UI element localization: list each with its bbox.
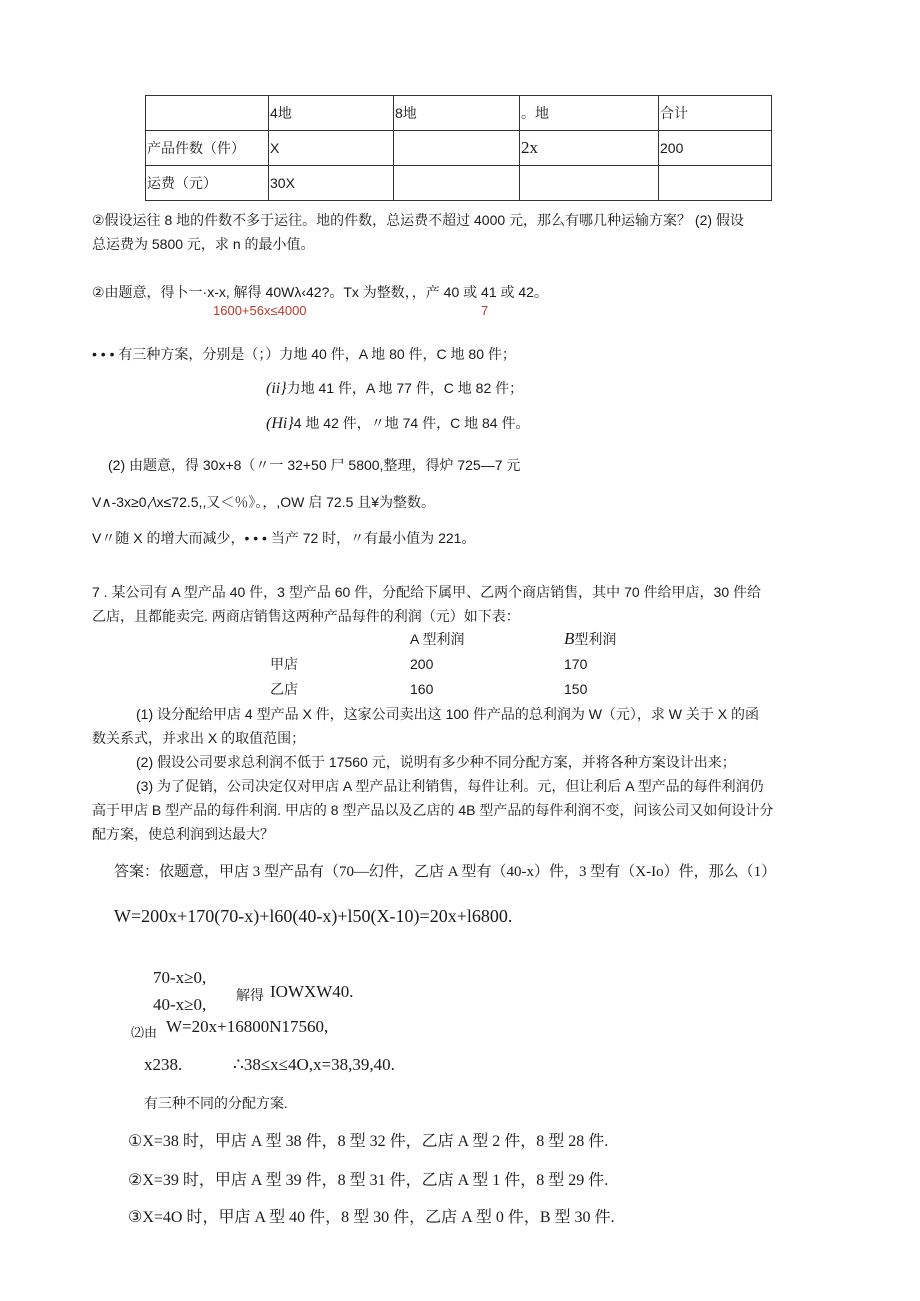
- solution-text: V〃随 X 的增大而减少，• • • 当产 72 时，〃有最小值为 221。: [92, 530, 476, 546]
- table-cell: 合计: [659, 96, 772, 131]
- inequality-annotation: 7: [481, 303, 489, 318]
- answer-formula: W=20x+16800N17560,: [166, 1017, 329, 1036]
- solution-text: (2) 由题意，得 30x+8（〃一 32+50 尸 5800,整理，得炉 725—7 元: [108, 457, 521, 473]
- plan-text: 力地 41 件，A 地 77 件，C 地 82 件；: [286, 380, 524, 396]
- table-cell: [270, 626, 410, 651]
- table-row: [146, 166, 772, 201]
- plan-text: 4 地 42 件，〃地 74 件，C 地 84 件。: [293, 415, 530, 431]
- table-cell: A 型利润: [410, 630, 465, 647]
- plan-marker: (Hi}: [266, 415, 294, 432]
- question-text: 总运费为 5800 元，求 n 的最小值。: [92, 236, 315, 252]
- table-cell: 运费（元）: [146, 166, 269, 201]
- table-cell: 甲店: [270, 655, 298, 672]
- table-cell: 2x: [520, 131, 659, 166]
- answer-plan: ②X=39 时，甲店 A 型 39 件，8 型 31 件，乙店 A 型 1 件，8 型 29 件.: [128, 1172, 609, 1189]
- solution-text: [266, 378, 523, 398]
- table-cell: 170: [564, 655, 588, 672]
- question-text: 配方案，使总利润到达最大？: [92, 826, 274, 842]
- table-cell: [659, 166, 772, 201]
- table-cell: [520, 166, 659, 201]
- question-text: 乙店，且都能卖完. 两商店销售这两种产品每件的利润（元）如下表：: [92, 608, 520, 624]
- table-cell: [146, 96, 269, 131]
- table-cell: 200: [659, 131, 772, 166]
- solution-text: • • • 有三种方案，分别是（；）力地 40 件，A 地 80 件，C 地 80 件；: [92, 346, 516, 362]
- table-cell: 30X: [269, 166, 394, 201]
- table-cell: 4地: [269, 96, 394, 131]
- answer-formula: x238.: [144, 1055, 183, 1074]
- question-text: 数关系式，并求出 X 的取值范围；: [92, 730, 306, 746]
- profit-label: 型利润: [574, 630, 617, 647]
- inequality-annotation: 1600+56x≤4000: [213, 303, 307, 318]
- question-text: (3) 为了促销，公司决定仅对甲店 A 型产品让利销售，每件让利。元，但让利后 A 型产品的每件利润仍: [136, 778, 764, 794]
- table-row: [270, 676, 616, 701]
- table-cell: 160: [410, 680, 434, 697]
- answer-formula: IOWXW40.: [270, 982, 354, 1001]
- profit-table: [270, 626, 616, 701]
- answer-formula: 40-x≥0,: [153, 995, 207, 1014]
- answer-text: 答案：依题意，甲店 3 型产品有（70—幻件，乙店 A 型有（40-x）件，3 型有（X-Io）件，那么（1）: [114, 864, 777, 880]
- table-row: [270, 651, 616, 676]
- transport-table: [145, 95, 772, 201]
- answer-formula: W=200x+170(70-x)+l60(40-x)+l50(X-10)=20x+l6800.: [114, 906, 513, 926]
- plan-marker: (ii}: [266, 380, 287, 397]
- question-text: 7 . 某公司有 A 型产品 40 件，3 型产品 60 件，分配给下属甲、乙两个商店销售，其中 70 件给甲店，30 件给: [92, 584, 761, 600]
- table-cell: 。地: [520, 96, 659, 131]
- question-text: (1) 设分配给甲店 4 型产品 X 件，这家公司卖出这 100 件产品的总利润为 W（元），求 W 关于 X 的函: [136, 706, 760, 722]
- table-cell: 产品件数（件）: [146, 131, 269, 166]
- table-cell: 乙店: [270, 680, 298, 697]
- table-cell: X: [269, 131, 394, 166]
- answer-label: ⑵由: [131, 1025, 158, 1040]
- table-row: [270, 626, 616, 651]
- solution-text: ②由题意，得卜一·x-x, 解得 40Wλ‹42?。Tx 为整数，，产 40 或 41 或 42。: [92, 284, 548, 300]
- table-cell: [394, 131, 520, 166]
- answer-label: 解得: [236, 989, 264, 1004]
- table-cell: 8地: [394, 96, 520, 131]
- solution-text: V∧-3x≥0,∕\x≤72.5,,又＜％》。，,OW 启 72.5 且¥为整数。: [92, 494, 436, 510]
- answer-plan: ③X=4O 时，甲店 A 型 40 件，8 型 30 件，乙店 A 型 0 件，B 型 30 件.: [128, 1209, 615, 1226]
- answer-formula: ∴38≤x≤4O,x=38,39,40.: [233, 1055, 395, 1074]
- table-cell: 200: [410, 655, 434, 672]
- solution-text: [266, 413, 529, 433]
- answer-plan: ①X=38 时，甲店 A 型 38 件，8 型 32 件，乙店 A 型 2 件，8 型 28 件.: [128, 1133, 609, 1150]
- answer-text: 有三种不同的分配方案.: [144, 1097, 288, 1112]
- question-text: (2) 假设公司要求总利润不低于 17560 元，说明有多少种不同分配方案，并将各种方案设计出来；: [136, 754, 736, 770]
- table-row: [146, 96, 772, 131]
- question-text: 高于甲店 B 型产品的每件利润. 甲店的 8 型产品以及乙店的 4B 型产品的每件利润不变，问该公司又如何设计分: [92, 802, 774, 818]
- table-cell: [564, 626, 616, 651]
- table-cell: 150: [564, 680, 588, 697]
- type-b-label: B: [564, 628, 575, 648]
- table-row: [146, 131, 772, 166]
- question-text: ②假设运往 8 地的件数不多于运往。地的件数，总运费不超过 4000 元，那么有哪几种运输方案？ (2) 假设: [92, 212, 744, 228]
- answer-formula: 70-x≥0,: [153, 968, 207, 987]
- table-cell: [394, 166, 520, 201]
